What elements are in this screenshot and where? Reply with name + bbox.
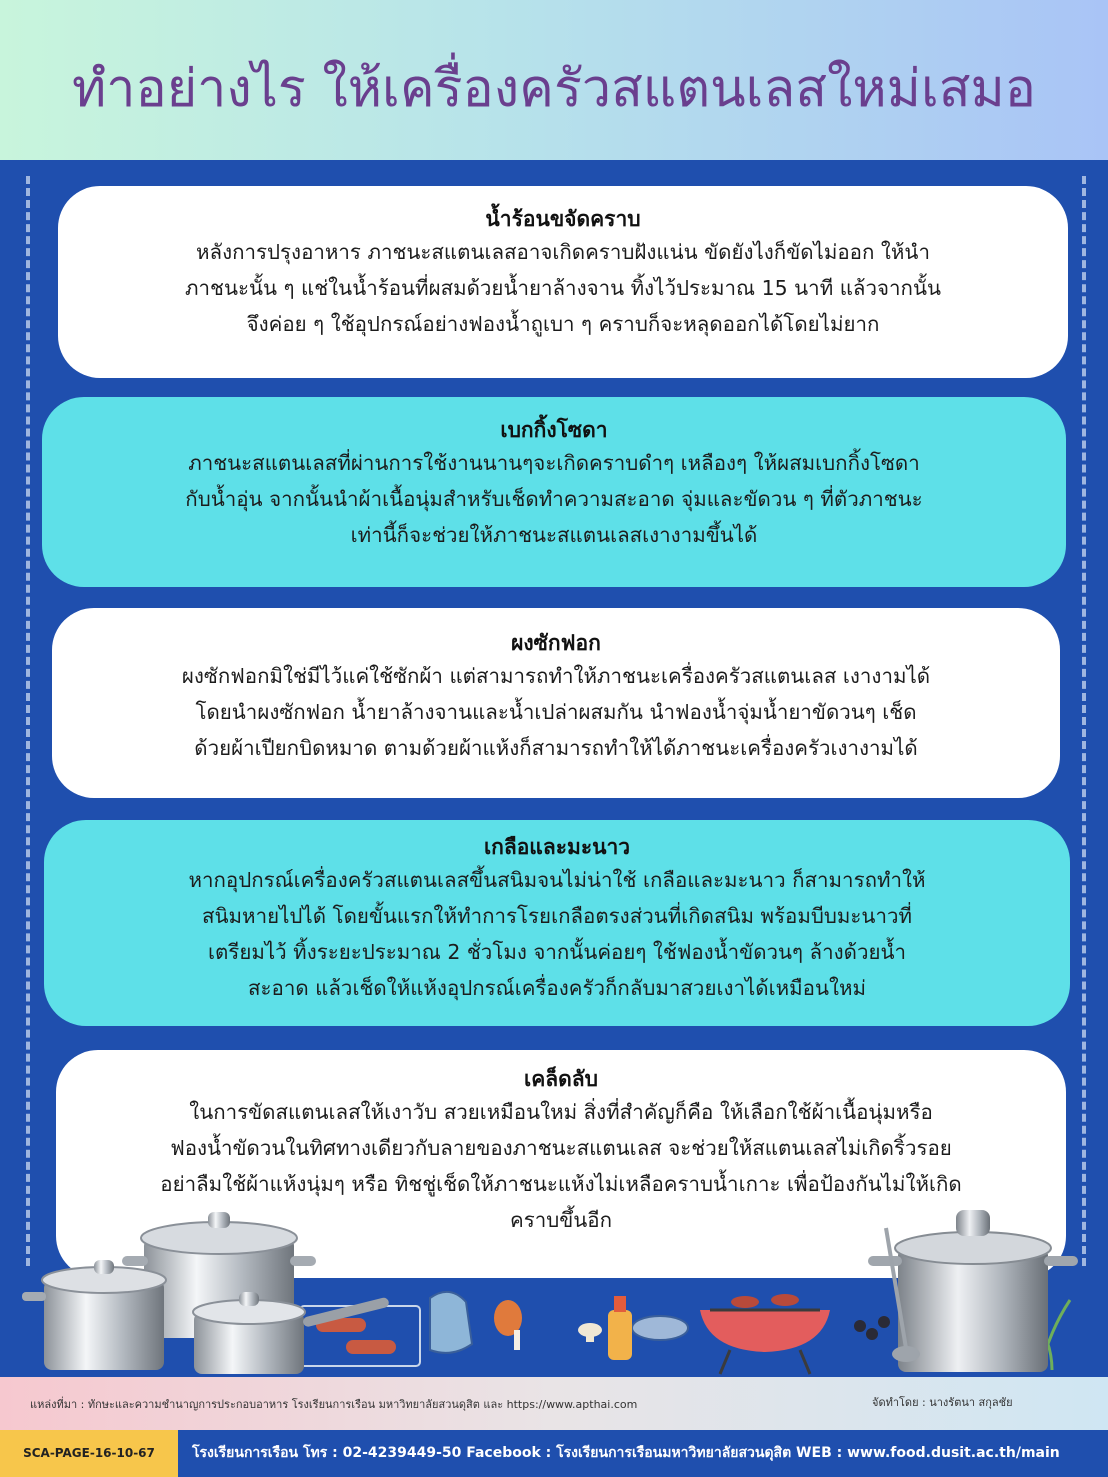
stainless-pots-icon <box>14 1208 394 1378</box>
tip-title: ผงซักฟอก <box>511 631 601 655</box>
author-text: จัดทำโดย : นางรัตนา สกุลชัย <box>872 1396 1013 1409</box>
page-title: ทำอย่างไร ให้เครื่องครัวสแตนเลสใหม่เสมอ <box>72 59 1036 119</box>
stock-pot-icon <box>866 1208 1080 1378</box>
tip-title: น้ำร้อนขจัดคราบ <box>485 207 641 231</box>
tip-body: ในการขัดสแตนเลสให้เงาวับ สวยเหมือนใหม่ สิ่งที่สำคัญก็คือ ให้เลือกใช้ผ้าเนื้อนุ่มหรือ ฟองน้ำขัดวนในทิศทางเดียวกับลายของภาชนะสแตนเลส จะช่วยให้สแตนเลสไม่เกิดริ้วรอย อย่าลืมใช้ผ้าแห้งนุ่มๆ หรือ ทิชชู่เช็ดให้ภาชนะแห้งไม่เหลือคราบน้ำเกาะ เพื่อป้องกันไม่ให้เกิด คราบขึ้นอีก <box>160 1100 962 1232</box>
contact-bar <box>0 1430 1108 1477</box>
tip-body: ผงซักฟอกมิใช่มีไว้แค่ใช้ซักผ้า แต่สามารถทำให้ภาชนะเครื่องครัวสแตนเลส เงางามได้ โดยนำผงซักฟอก น้ำยาล้างจานและน้ำเปล่าผสมกัน นำฟองน้ำจุ่มน้ำยาขัดวนๆ เช็ด ด้วยผ้าเปียกบิดหมาด ตามด้วยผ้าแห้งก็สามารถทำให้ได้ภาชนะเครื่องครัวเงางามได้ <box>181 664 931 760</box>
dashed-border-left <box>26 176 30 1266</box>
tip-body: หลังการปรุงอาหาร ภาชนะสแตนเลสอาจเกิดคราบฝังแน่น ขัดยังไงก็ขัดไม่ออก ให้นำ ภาชนะนั้น ๆ แช่ในน้ำร้อนที่ผสมด้วยน้ำยาล้างจาน ทิ้งไว้ประมาณ 15 นาที แล้วจากนั้น จึงค่อย ๆ ใช้อุปกรณ์อย่างฟองน้ำถูเบา ๆ คราบก็จะหลุดออกได้โดยไม่ยาก <box>185 240 941 336</box>
contact-info: โรงเรียนการเรือน โทร : 02-4239449-50 Facebook : โรงเรียนการเรือนมหาวิทยาลัยสวนดุสิต WEB : www.food.dusit.ac.th/main <box>192 1445 1060 1461</box>
tip-body: ภาชนะสแตนเลสที่ผ่านการใช้งานนานๆจะเกิดคราบดำๆ เหลืองๆ ให้ผสมเบกกิ้งโซดา กับน้ำอุ่น จากนั้นนำผ้าเนื้อนุ่มสำหรับเช็ดทำความสะอาด จุ่มและขัดวน ๆ ที่ตัวภาชนะ เท่านี้ก็จะช่วยให้ภาชนะสแตนเลสเงางามขึ้นได้ <box>185 451 923 547</box>
source-text: แหล่งที่มา : ทักษะและความชำนาญการประกอบอาหาร โรงเรียนการเรือน มหาวิทยาลัยสวนดุสิต และ https://www.apthai.com <box>30 1398 638 1411</box>
tip-card-hot-water <box>58 186 1068 378</box>
tip-title: เกลือและมะนาว <box>483 835 631 859</box>
tip-card-salt-lemon <box>44 820 1070 1026</box>
tip-card-detergent <box>52 608 1060 798</box>
page-code: SCA-PAGE-16-10-67 <box>0 1430 178 1477</box>
tip-title: เคล็ดลับ <box>524 1067 598 1091</box>
tip-body: หากอุปกรณ์เครื่องครัวสแตนเลสขึ้นสนิมจนไม่น่าใช้ เกลือและมะนาว ก็สามารถทำให้ สนิมหายไปได้ โดยขั้นแรกให้ทำการโรยเกลือตรงส่วนที่เกิดสนิม พร้อมบีบมะนาวที่ เตรียมไว้ ทิ้งระยะประมาณ 2 ชั่วโมง จากนั้นค่อยๆ ใช้ฟองน้ำขัดวนๆ ล้างด้วยน้ำ สะอาด แล้วเช็ดให้แห้งอุปกรณ์เครื่องครัวก็กลับมาสวยเงาได้เหมือนใหม่ <box>188 868 926 1000</box>
source-bar <box>0 1377 1108 1430</box>
tip-title: เบกกิ้งโซดา <box>500 418 608 442</box>
tip-card-baking-soda <box>42 397 1066 587</box>
header-banner <box>0 0 1108 160</box>
dashed-border-right <box>1082 176 1086 1266</box>
